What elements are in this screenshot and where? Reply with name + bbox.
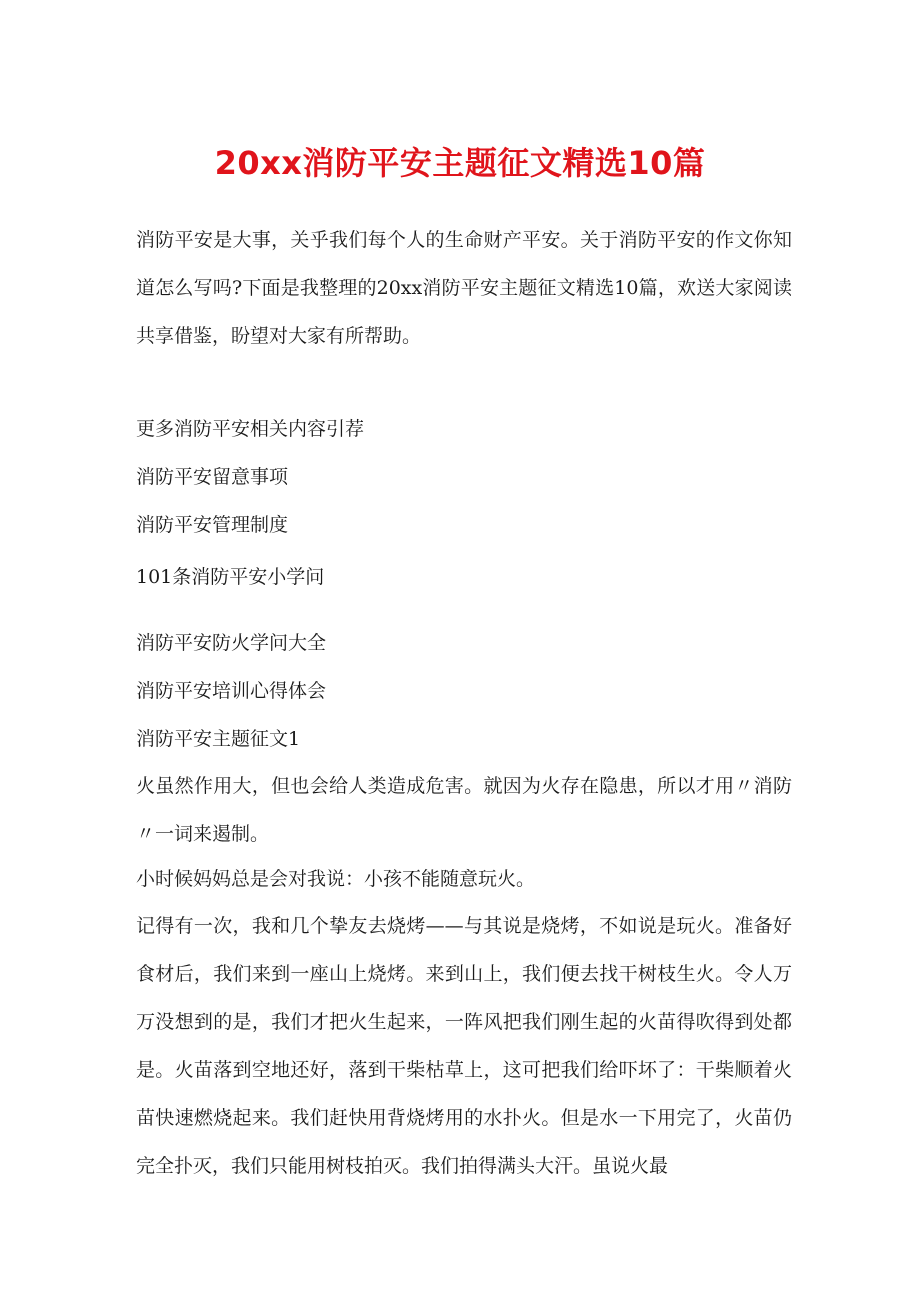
essay-paragraph: 记得有一次，我和几个挚友去烧烤——与其说是烧烤，不如说是玩火。准备好食材后，我们来到一座山上烧烤。来到山上，我们便去找干树枝生火。令人万万没想到的是，我们才把火生起来，一阵风把我们刚生起的火苗得吹得到处都是。火苗落到空地还好，落到干柴枯草上，这可把我们给吓坏了：干柴顺着火苗快速燃烧起来。我们赶快用背烧烤用的水扑火。但是水一下用完了，火苗仍完全扑灭，我们只能用树枝拍灭。我们拍得满头大汗。虽说火最 — [136, 915, 792, 1177]
document-title: 20xx消防平安主题征文精选10篇 — [214, 144, 706, 182]
essay-paragraph: 小时候妈妈总是会对我说：小孩不能随意玩火。 — [136, 868, 536, 890]
related-link-item[interactable]: 消防平安防火学问大全 — [136, 632, 327, 654]
related-heading: 更多消防平安相关内容引荐 — [136, 418, 365, 440]
essay-paragraph: 火虽然作用大，但也会给人类造成危害。就因为火存在隐患，所以才用〃消防〃一词来遏制。 — [136, 775, 792, 845]
related-link-item[interactable]: 消防平安培训心得体会 — [136, 680, 327, 702]
related-link-item[interactable]: 101条消防平安小学问 — [136, 566, 325, 588]
related-link-item[interactable]: 消防平安管理制度 — [136, 514, 289, 536]
related-link-item[interactable]: 消防平安留意事项 — [136, 466, 289, 488]
intro-paragraph: 消防平安是大事，关乎我们每个人的生命财产平安。关于消防平安的作文你知道怎么写吗?下面是我整理的20xx消防平安主题征文精选10篇，欢送大家阅读共享借鉴，盼望对大家有所帮助。 — [136, 229, 792, 347]
essay-heading: 消防平安主题征文1 — [136, 728, 301, 750]
